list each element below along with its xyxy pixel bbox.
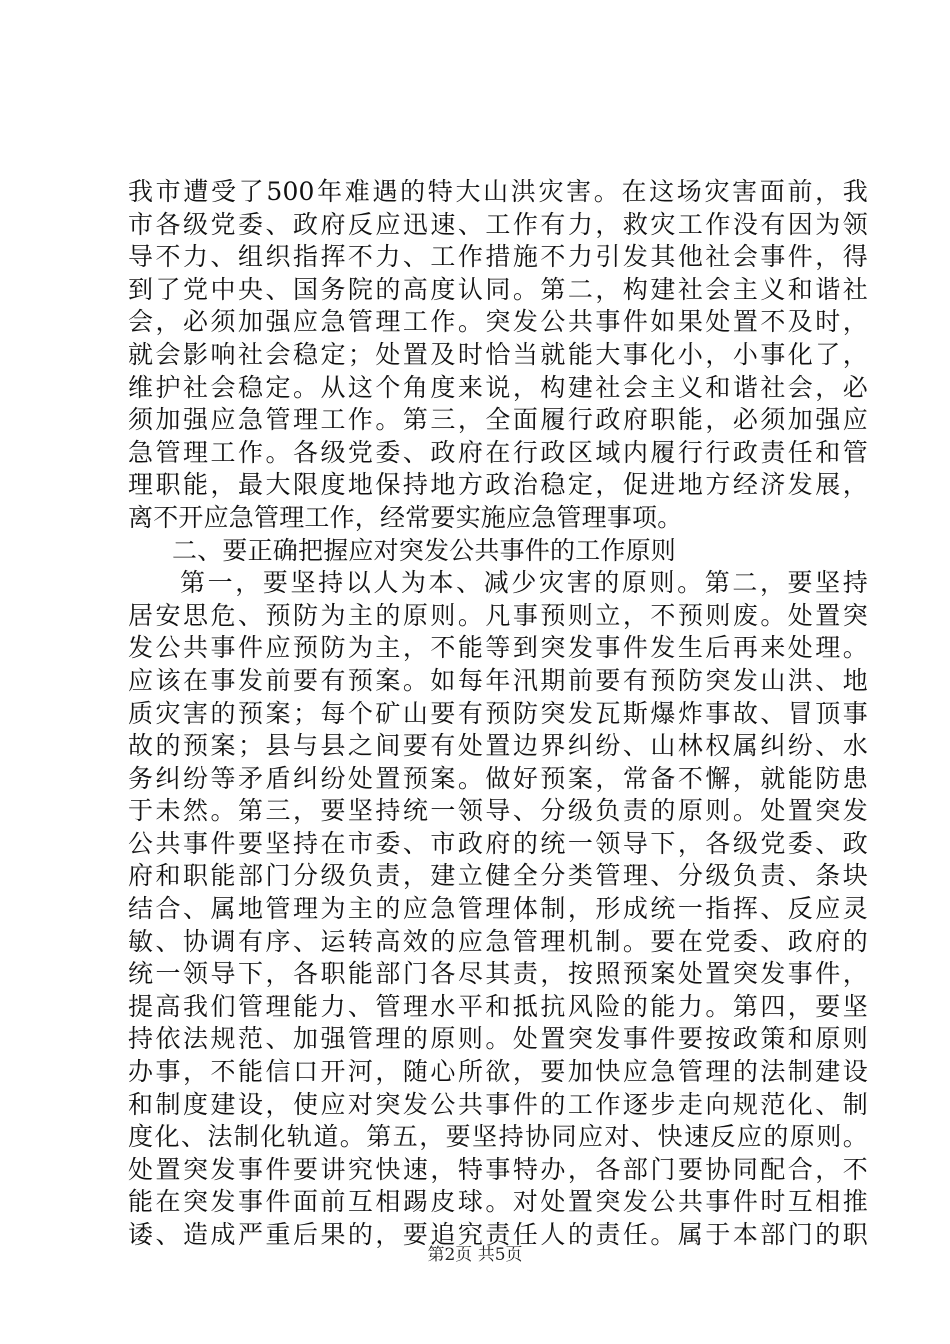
text-line: 统一领导下，各职能部门各尽其责，按照预案处置突发事件， [128, 959, 868, 989]
text-line: 会，必须加强应急管理工作。突发公共事件如果处置不及时， [128, 307, 868, 337]
page-footer [0, 1244, 950, 1266]
page-number: 第2页 共5页 [427, 1245, 523, 1265]
text-line: 须加强应急管理工作。第三，全面履行政府职能，必须加强应 [128, 405, 868, 435]
text-line: 度化、法制化轨道。第五，要坚持协同应对、快速反应的原则。 [128, 1122, 868, 1152]
text-line: 离不开应急管理工作，经常要实施应急管理事项。 [128, 502, 683, 532]
text-line: 结合、属地管理为主的应急管理体制，形成统一指挥、反应灵 [128, 894, 868, 924]
text-line: 务纠纷等矛盾纠纷处置预案。做好预案，常备不懈，就能防患 [128, 763, 868, 793]
text-line: 到了党中央、国务院的高度认同。第二，构建社会主义和谐社 [128, 274, 868, 304]
text-line: 持依法规范、加强管理的原则。处置突发事件要按政策和原则 [128, 1024, 868, 1054]
text-line: 质灾害的预案；每个矿山要有预防突发瓦斯爆炸事故、冒顶事 [128, 698, 868, 728]
text-line: 提高我们管理能力、管理水平和抵抗风险的能力。第四，要坚 [128, 991, 868, 1021]
text-line: 于未然。第三，要坚持统一领导、分级负责的原则。处置突发 [128, 796, 868, 826]
text-line: 敏、协调有序、运转高效的应急管理机制。要在党委、政府的 [128, 926, 868, 956]
text-line: 市各级党委、政府反应迅速、工作有力，救灾工作没有因为领 [128, 209, 868, 239]
text-line: 公共事件要坚持在市委、市政府的统一领导下，各级党委、政 [128, 828, 868, 858]
text-line: 导不力、组织指挥不力、工作措施不力引发其他社会事件，得 [128, 242, 868, 272]
text-line: 办事，不能信口开河，随心所欲，要加快应急管理的法制建设 [128, 1057, 868, 1087]
text-line: 就会影响社会稳定；处置及时恰当就能大事化小，小事化了， [128, 339, 868, 369]
text-line: 处置突发事件要讲究快速，特事特办，各部门要协同配合，不 [128, 1154, 868, 1184]
text-line: 故的预案；县与县之间要有处置边界纠纷、山林权属纠纷、水 [128, 731, 868, 761]
text-line: 居安思危、预防为主的原则。凡事预则立，不预则废。处置突 [128, 600, 868, 630]
text-line: 应该在事发前要有预案。如每年汛期前要有预防突发山洪、地 [128, 665, 868, 695]
text-line: 诿、造成严重后果的，要追究责任人的责任。属于本部门的职 [128, 1220, 868, 1249]
text-line: 和制度建设，使应对突发公共事件的工作逐步走向规范化、制 [128, 1089, 868, 1119]
text-line: 府和职能部门分级负责，建立健全分类管理、分级负责、条块 [128, 861, 868, 891]
section-heading: 二、要正确把握应对突发公共事件的工作原则 [172, 535, 677, 565]
text-line: 第一，要坚持以人为本、减少灾害的原则。第二，要坚持 [180, 568, 868, 598]
text-line: 发公共事件应预防为主，不能等到突发事件发生后再来处理。 [128, 633, 868, 663]
text-line: 理职能，最大限度地保持地方政治稳定，促进地方经济发展， [128, 470, 868, 500]
body-text [128, 176, 868, 1252]
text-line: 我市遭受了500年难遇的特大山洪灾害。在这场灾害面前，我 [128, 177, 868, 206]
text-line: 急管理工作。各级党委、政府在行政区域内履行行政责任和管 [128, 437, 868, 467]
text-line: 维护社会稳定。从这个角度来说，构建社会主义和谐社会，必 [128, 372, 868, 402]
text-line: 能在突发事件面前互相踢皮球。对处置突发公共事件时互相推 [128, 1187, 868, 1217]
